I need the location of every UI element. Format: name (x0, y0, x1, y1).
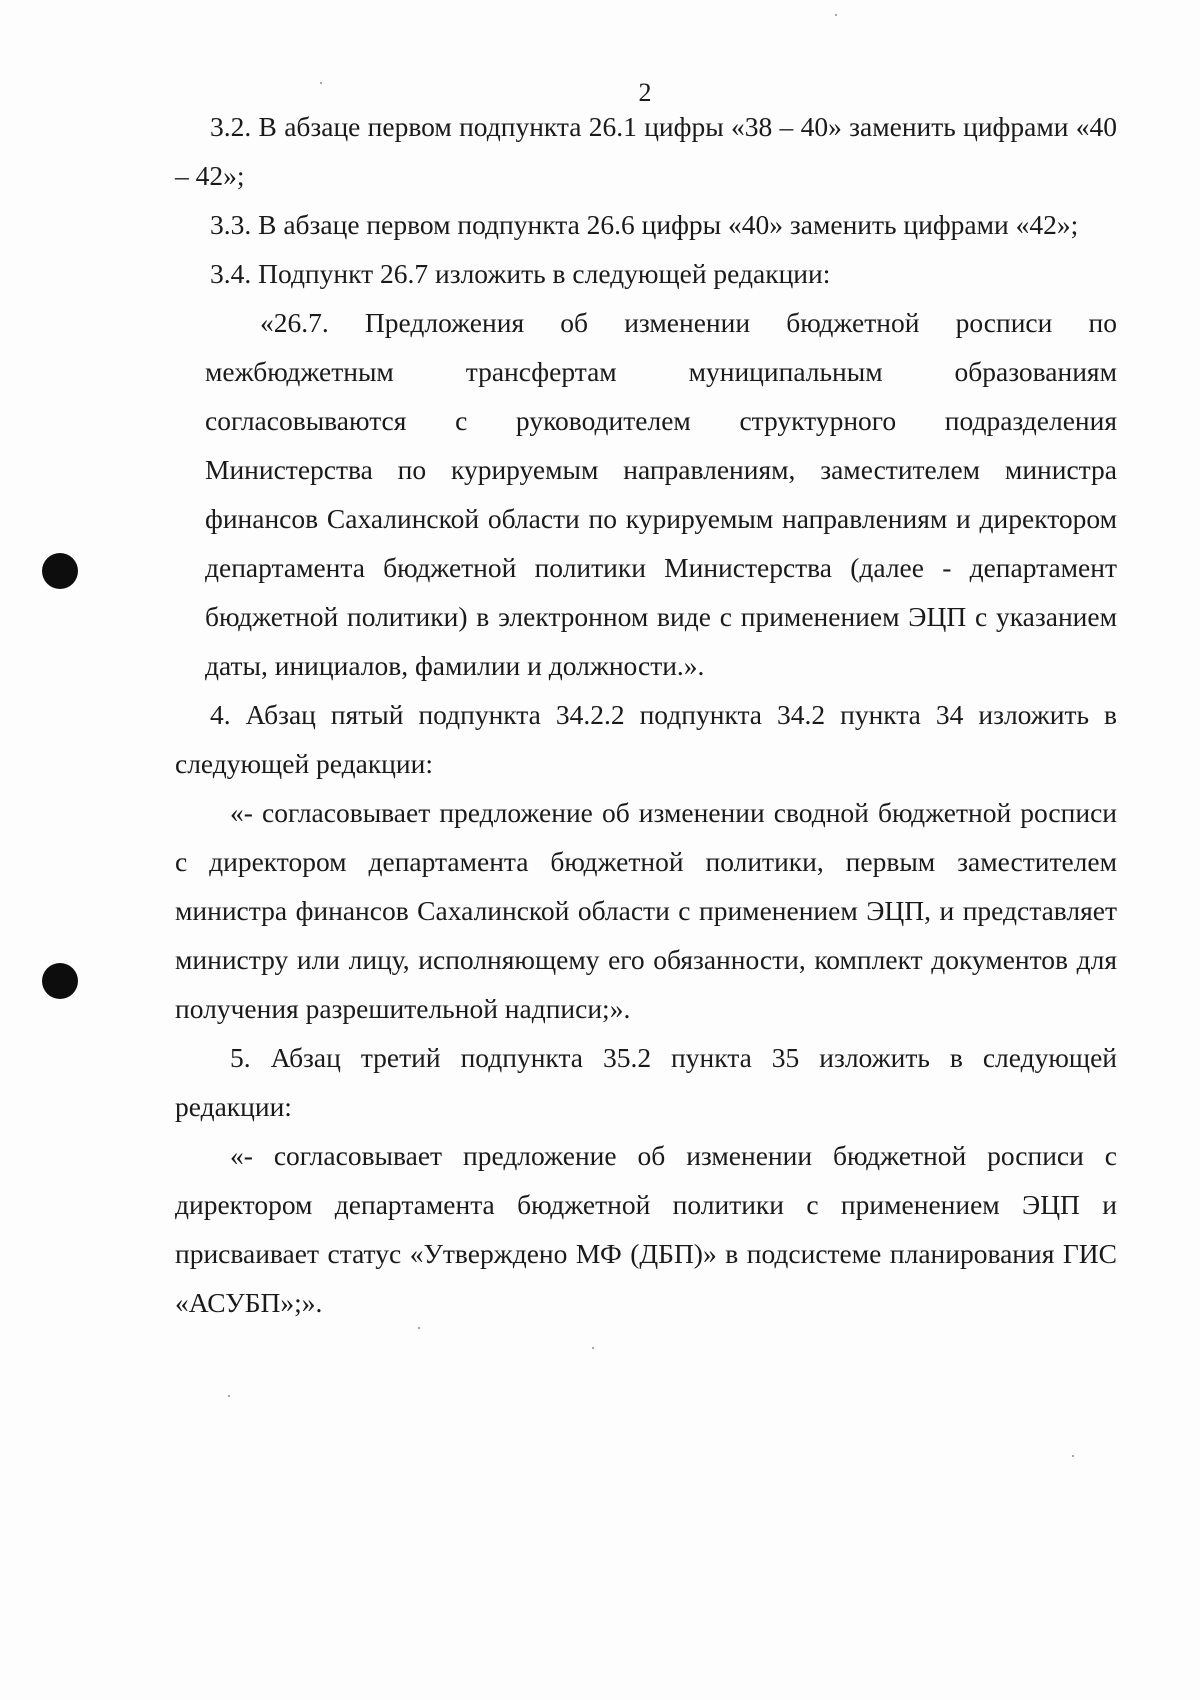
punch-hole-bottom (42, 963, 78, 999)
punch-hole-top (42, 553, 78, 589)
scan-speck (1072, 1455, 1074, 1457)
document-body (175, 102, 1117, 1327)
paragraph-4: 4. Абзац пятый подпункта 34.2.2 подпункта 34.2 пункта 34 изложить в следующей редакции: (175, 699, 1117, 779)
paragraph-3-4: 3.4. Подпункт 26.7 изложить в следующей редакции: (210, 258, 831, 289)
quote-35-2: «- согласовывает предложение об изменении бюджетной росписи с директором департамента бюджетной политики с применением ЭЦП и присваивает статус «Утверждено МФ (ДБП)» в подсистеме планирования ГИС «АСУБП»;». (175, 1140, 1117, 1318)
page-number: 2 (638, 78, 652, 107)
paragraph-5: 5. Абзац третий подпункта 35.2 пункта 35 изложить в следующей редакции: (175, 1042, 1117, 1122)
quote-26-7: «26.7. Предложения об изменении бюджетной росписи по межбюджетным трансфертам муниципальным образованиям согласовываются с руководителем структурного подразделения Министерства по курируемым направлениям, заместителем министра финансов Сахалинской области по курируемым направлениям и директором департамента бюджетной политики Министерства (далее - департамент бюджетной политики) в электронном виде с применением ЭЦП с указанием даты, инициалов, фамилии и должности.». (205, 307, 1117, 681)
scan-speck (592, 1347, 594, 1349)
scan-speck (418, 1327, 420, 1329)
paragraph-3-3: 3.3. В абзаце первом подпункта 26.6 цифры «40» заменить цифрами «42»; (210, 209, 1079, 240)
paragraph-3-2: 3.2. В абзаце первом подпункта 26.1 цифры «38 – 40» заменить цифрами «40 – 42»; (175, 111, 1117, 191)
scan-speck (835, 14, 837, 16)
scan-speck (228, 1395, 230, 1397)
quote-34-2-2: «- согласовывает предложение об изменении сводной бюджетной росписи с директором департамента бюджетной политики, первым заместителем министра финансов Сахалинской области с применением ЭЦП, и представляет министру или лицу, исполняющему его обязанности, комплект документов для получения разрешительной надписи;». (175, 797, 1117, 1024)
scan-speck (320, 82, 322, 84)
